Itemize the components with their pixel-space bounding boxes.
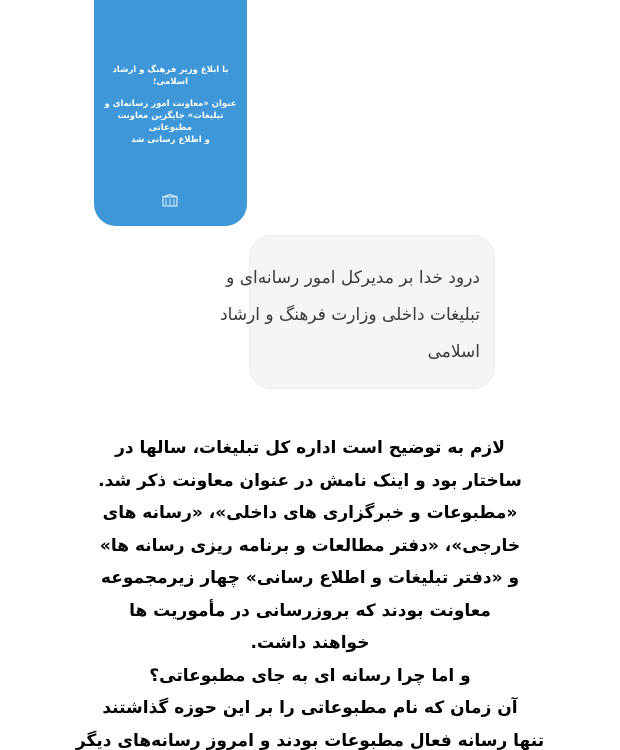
caption-line: آن زمان که نام مطبوعاتی را بر این حوزه گذاشتند xyxy=(102,698,518,718)
caption-line: لازم به توضیح است اداره کل تبلیغات، سالها در xyxy=(115,438,505,458)
caption-line: ساختار بود و اینک نامش در عنوان معاونت ذکر شد. xyxy=(98,470,522,491)
caption-line: خارجی»، «دفتر مطالعات و برنامه ریزی رسانه ها» xyxy=(99,535,521,556)
reply-message-text xyxy=(220,260,480,371)
caption-line: خواهند داشت. xyxy=(250,633,370,653)
caption-line: و «دفتر تبلیغات و اطلاع رسانی» چهار زیرمجموعه xyxy=(100,568,520,588)
reply-message-line: اسلامی xyxy=(427,342,480,362)
caption-line: معاونت بودند که بروزرسانی در مأموریت ها xyxy=(129,600,491,621)
story-image-card[interactable] xyxy=(94,0,247,226)
story-headline-line: تبلیغات» جایگزین معاونت مطبوعاتی xyxy=(117,111,224,133)
reply-message-line: تبلیغات داخلی وزارت فرهنگ و ارشاد xyxy=(220,305,480,325)
caption-line: تنها رسانه فعال مطبوعات بودند و امروز رسانه‌های دیگر xyxy=(75,730,545,750)
caption-line: «مطبوعات و خبرگزاری های داخلی»، «رسانه های xyxy=(102,503,518,523)
reply-message-line: درود خدا بر مدیرکل امور رسانه‌ای و xyxy=(226,268,480,288)
caption-line: و اما چرا رسانه ای به جای مطبوعاتی؟ xyxy=(149,665,471,686)
ministry-emblem-icon xyxy=(160,194,180,208)
story-headline-line: عنوان «معاونت امور رسانه‌ای و xyxy=(104,99,237,109)
caption-text xyxy=(0,432,620,750)
reply-message-bubble[interactable] xyxy=(220,235,495,389)
story-headline xyxy=(94,64,247,146)
story-headline-line: و اطلاع رسانی شد xyxy=(131,135,210,145)
story-headline-line: با ابلاغ وزیر فرهنگ و ارشاد اسلامی؛ xyxy=(112,65,229,87)
